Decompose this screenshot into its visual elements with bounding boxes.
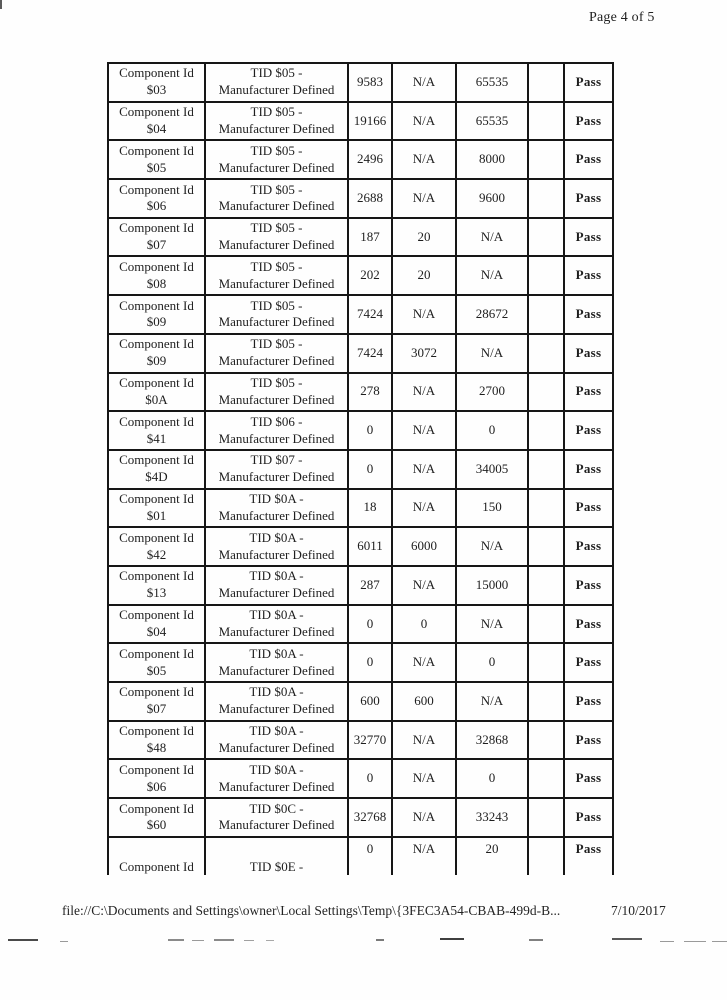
result-cell: Pass (564, 721, 613, 760)
value-a-cell: 0 (348, 605, 392, 644)
empty-cell (528, 373, 564, 412)
value-c-cell: 2700 (456, 373, 528, 412)
result-cell: Pass (564, 179, 613, 218)
table-row (108, 256, 613, 295)
result-cell: Pass (564, 334, 613, 373)
table-row (108, 218, 613, 257)
tid-cell (205, 63, 348, 102)
value-a-cell: 600 (348, 682, 392, 721)
tid-cell (205, 682, 348, 721)
tid-line1: TID $0A - (249, 568, 304, 584)
component-id-cell (108, 759, 205, 798)
scan-artifact (440, 938, 464, 940)
empty-cell (528, 179, 564, 218)
value-c-cell: 0 (456, 643, 528, 682)
component-id-cell (108, 721, 205, 760)
table-row (108, 489, 613, 528)
component-id-cell (108, 837, 205, 876)
table-row (108, 605, 613, 644)
scan-artifact (712, 941, 727, 942)
component-id-line2: $06 (146, 778, 167, 794)
value-b-cell: N/A (392, 63, 456, 102)
scan-artifact (266, 940, 274, 941)
empty-cell (528, 411, 564, 450)
value-c-cell: 9600 (456, 179, 528, 218)
empty-cell (528, 527, 564, 566)
empty-cell (528, 102, 564, 141)
component-id-cell (108, 373, 205, 412)
component-id-line2: $03 (146, 82, 167, 98)
component-id-line1: Component Id (119, 684, 194, 700)
value-b-cell: N/A (392, 566, 456, 605)
tid-line2: Manufacturer Defined (218, 469, 335, 485)
value-b-cell: N/A (392, 489, 456, 528)
value-b-cell: N/A (392, 140, 456, 179)
value-b-cell: N/A (392, 721, 456, 760)
component-id-line2: $48 (146, 740, 167, 756)
scan-artifact (214, 939, 234, 941)
tid-line2: Manufacturer Defined (218, 430, 335, 446)
component-id-line1: Component Id (119, 297, 194, 313)
result-cell: Pass (564, 411, 613, 450)
component-id-cell (108, 102, 205, 141)
component-id-cell (108, 566, 205, 605)
tid-cell (205, 218, 348, 257)
result-cell: Pass (564, 295, 613, 334)
tid-line1: TID $0A - (249, 761, 304, 777)
results-table-body (108, 63, 613, 875)
empty-cell (528, 63, 564, 102)
page-number: Page 4 of 5 (589, 10, 655, 25)
tid-cell (205, 605, 348, 644)
tid-line1: TID $05 - (250, 336, 303, 352)
scan-artifact (684, 941, 706, 942)
component-id-line1: Component Id (119, 452, 194, 468)
tid-cell (205, 759, 348, 798)
value-b-cell: N/A (392, 179, 456, 218)
component-id-line2: $05 (146, 662, 167, 678)
component-id-line2: $07 (146, 237, 167, 253)
tid-line2: Manufacturer Defined (218, 817, 335, 833)
value-a-cell: 0 (348, 759, 392, 798)
tid-line1: TID $0A - (249, 645, 304, 661)
print-date: 7/10/2017 (611, 903, 666, 918)
empty-cell (528, 489, 564, 528)
value-a-cell: 0 (348, 837, 392, 876)
tid-cell (205, 140, 348, 179)
empty-cell (528, 643, 564, 682)
table-row (108, 373, 613, 412)
value-a-cell: 7424 (348, 295, 392, 334)
component-id-line1: Component Id (119, 607, 194, 623)
table-row (108, 295, 613, 334)
value-b-cell: N/A (392, 798, 456, 837)
value-b-cell: 20 (392, 218, 456, 257)
component-id-line1: Component Id (119, 142, 194, 158)
value-c-cell: N/A (456, 682, 528, 721)
component-id-line2: $0A (145, 391, 168, 407)
component-id-line1: Component Id (119, 529, 194, 545)
component-id-cell (108, 643, 205, 682)
scan-artifact (168, 939, 184, 941)
tid-line1: TID $06 - (250, 413, 303, 429)
result-cell: Pass (564, 218, 613, 257)
component-id-cell (108, 140, 205, 179)
value-a-cell: 18 (348, 489, 392, 528)
result-cell: Pass (564, 140, 613, 179)
scan-artifact (660, 941, 674, 942)
component-id-cell (108, 527, 205, 566)
value-c-cell: 0 (456, 411, 528, 450)
value-b-cell: 20 (392, 256, 456, 295)
tid-cell (205, 643, 348, 682)
tid-line1: TID $05 - (250, 142, 303, 158)
empty-cell (528, 605, 564, 644)
component-id-line1: Component Id (119, 181, 194, 197)
empty-cell (528, 256, 564, 295)
value-b-cell: N/A (392, 759, 456, 798)
value-c-cell: 34005 (456, 450, 528, 489)
tid-line1: TID $0A - (249, 491, 304, 507)
value-b-cell: N/A (392, 450, 456, 489)
component-id-line2: $07 (146, 701, 167, 717)
result-cell: Pass (564, 450, 613, 489)
component-id-line2: $04 (146, 121, 167, 137)
value-c-cell: 8000 (456, 140, 528, 179)
empty-cell (528, 759, 564, 798)
value-c-cell: 28672 (456, 295, 528, 334)
empty-cell (528, 798, 564, 837)
table-row (108, 334, 613, 373)
value-a-cell: 32768 (348, 798, 392, 837)
empty-cell (528, 334, 564, 373)
component-id-cell (108, 179, 205, 218)
tid-line2: Manufacturer Defined (218, 159, 335, 175)
tid-line2: Manufacturer Defined (218, 585, 335, 601)
scan-artifact (612, 938, 642, 940)
value-c-cell: 0 (456, 759, 528, 798)
tid-line1: TID $0A - (249, 723, 304, 739)
tid-cell (205, 102, 348, 141)
tid-line1: TID $05 - (250, 104, 303, 120)
component-id-line2: $4D (145, 469, 168, 485)
empty-cell (528, 566, 564, 605)
tid-line2: Manufacturer Defined (218, 391, 335, 407)
tid-line2: Manufacturer Defined (218, 198, 335, 214)
table-row (108, 63, 613, 102)
value-a-cell: 278 (348, 373, 392, 412)
tid-cell (205, 527, 348, 566)
value-b-cell: 0 (392, 605, 456, 644)
component-id-cell (108, 256, 205, 295)
value-c-cell: N/A (456, 256, 528, 295)
tid-line2: Manufacturer Defined (218, 701, 335, 717)
value-a-cell: 2688 (348, 179, 392, 218)
component-id-line1: Component Id (119, 858, 194, 874)
component-id-line1: Component Id (119, 568, 194, 584)
tid-line2: Manufacturer Defined (218, 237, 335, 253)
value-c-cell: 150 (456, 489, 528, 528)
value-c-cell: N/A (456, 334, 528, 373)
value-a-cell: 0 (348, 450, 392, 489)
component-id-line2: $42 (146, 546, 167, 562)
component-id-line1: Component Id (119, 104, 194, 120)
test-results-table (107, 62, 614, 875)
empty-cell (528, 218, 564, 257)
value-a-cell: 32770 (348, 721, 392, 760)
tid-line2: Manufacturer Defined (218, 353, 335, 369)
tid-line1: TID $0C - (249, 800, 304, 816)
tid-line1: TID $0A - (249, 529, 304, 545)
component-id-cell (108, 63, 205, 102)
value-a-cell: 19166 (348, 102, 392, 141)
result-cell: Pass (564, 566, 613, 605)
value-a-cell: 2496 (348, 140, 392, 179)
tid-line1: TID $05 - (250, 220, 303, 236)
value-b-cell: 600 (392, 682, 456, 721)
tid-cell (205, 798, 348, 837)
result-cell: Pass (564, 605, 613, 644)
component-id-line1: Component Id (119, 491, 194, 507)
component-id-cell (108, 450, 205, 489)
tid-line1: TID $07 - (250, 452, 303, 468)
result-cell: Pass (564, 63, 613, 102)
empty-cell (528, 140, 564, 179)
value-b-cell: N/A (392, 373, 456, 412)
value-b-cell: N/A (392, 102, 456, 141)
empty-cell (528, 450, 564, 489)
component-id-line2: $41 (146, 430, 167, 446)
result-cell: Pass (564, 102, 613, 141)
component-id-line2: $06 (146, 198, 167, 214)
value-b-cell: N/A (392, 643, 456, 682)
tid-line1: TID $0E - (249, 858, 304, 874)
table-row (108, 450, 613, 489)
value-b-cell: N/A (392, 295, 456, 334)
tid-line2: Manufacturer Defined (218, 662, 335, 678)
value-a-cell: 0 (348, 411, 392, 450)
tid-line1: TID $05 - (250, 374, 303, 390)
result-cell: Pass (564, 682, 613, 721)
component-id-line2: $09 (146, 314, 167, 330)
scan-artifact (376, 939, 384, 941)
tid-line2: Manufacturer Defined (218, 314, 335, 330)
value-b-cell: 3072 (392, 334, 456, 373)
component-id-cell (108, 798, 205, 837)
component-id-line1: Component Id (119, 374, 194, 390)
tid-cell (205, 489, 348, 528)
component-id-cell (108, 411, 205, 450)
table-row (108, 566, 613, 605)
tid-line2: Manufacturer Defined (218, 275, 335, 291)
component-id-line2: $01 (146, 507, 167, 523)
component-id-line2: $09 (146, 353, 167, 369)
result-cell: Pass (564, 489, 613, 528)
value-b-cell: N/A (392, 837, 456, 876)
table-row (108, 411, 613, 450)
empty-cell (528, 295, 564, 334)
component-id-line1: Component Id (119, 258, 194, 274)
result-cell: Pass (564, 798, 613, 837)
empty-cell (528, 682, 564, 721)
tid-cell (205, 411, 348, 450)
value-c-cell: N/A (456, 605, 528, 644)
table-row (108, 102, 613, 141)
result-cell: Pass (564, 256, 613, 295)
result-cell: Pass (564, 373, 613, 412)
component-id-line1: Component Id (119, 336, 194, 352)
tid-line2: Manufacturer Defined (218, 546, 335, 562)
value-a-cell: 0 (348, 643, 392, 682)
scan-artifact (60, 941, 68, 942)
tid-line1: TID $05 - (250, 258, 303, 274)
result-cell: Pass (564, 643, 613, 682)
tid-cell (205, 721, 348, 760)
value-c-cell: 20 (456, 837, 528, 876)
component-id-line2: $13 (146, 585, 167, 601)
empty-cell (528, 837, 564, 876)
table-row (108, 798, 613, 837)
component-id-line2: $60 (146, 817, 167, 833)
component-id-line1: Component Id (119, 413, 194, 429)
value-c-cell: 32868 (456, 721, 528, 760)
table-row (108, 721, 613, 760)
component-id-cell (108, 295, 205, 334)
component-id-line1: Component Id (119, 800, 194, 816)
component-id-cell (108, 682, 205, 721)
value-c-cell: N/A (456, 527, 528, 566)
empty-cell (528, 721, 564, 760)
table-row (108, 643, 613, 682)
table-row (108, 682, 613, 721)
component-id-line2: $08 (146, 275, 167, 291)
table-row (108, 837, 613, 876)
value-a-cell: 7424 (348, 334, 392, 373)
tid-cell (205, 295, 348, 334)
tid-cell (205, 566, 348, 605)
component-id-cell (108, 218, 205, 257)
result-cell: Pass (564, 759, 613, 798)
component-id-line1: Component Id (119, 761, 194, 777)
value-a-cell: 202 (348, 256, 392, 295)
component-id-line1: Component Id (119, 220, 194, 236)
component-id-line1: Component Id (119, 645, 194, 661)
tid-line2: Manufacturer Defined (218, 623, 335, 639)
component-id-line2: $04 (146, 623, 167, 639)
tid-cell (205, 334, 348, 373)
tid-line1: TID $05 - (250, 297, 303, 313)
value-c-cell: 15000 (456, 566, 528, 605)
tid-line1: TID $0A - (249, 607, 304, 623)
scan-artifact (244, 940, 254, 941)
tid-cell (205, 450, 348, 489)
value-c-cell: N/A (456, 218, 528, 257)
component-id-line1: Component Id (119, 723, 194, 739)
result-cell: Pass (564, 527, 613, 566)
tid-line2: Manufacturer Defined (218, 740, 335, 756)
component-id-cell (108, 605, 205, 644)
component-id-line1: Component Id (119, 65, 194, 81)
tid-cell (205, 837, 348, 876)
tid-line1: TID $05 - (250, 65, 303, 81)
value-a-cell: 6011 (348, 527, 392, 566)
tid-line1: TID $05 - (250, 181, 303, 197)
value-b-cell: 6000 (392, 527, 456, 566)
scan-artifact (0, 0, 2, 9)
tid-line1: TID $0A - (249, 684, 304, 700)
scan-artifact (8, 939, 38, 941)
table-row (108, 179, 613, 218)
tid-cell (205, 179, 348, 218)
result-cell: Pass (564, 837, 613, 876)
value-a-cell: 287 (348, 566, 392, 605)
tid-line2: Manufacturer Defined (218, 121, 335, 137)
tid-cell (205, 373, 348, 412)
tid-cell (205, 256, 348, 295)
component-id-cell (108, 489, 205, 528)
value-c-cell: 33243 (456, 798, 528, 837)
value-a-cell: 187 (348, 218, 392, 257)
table-row (108, 140, 613, 179)
value-c-cell: 65535 (456, 102, 528, 141)
table-row (108, 527, 613, 566)
tid-line2: Manufacturer Defined (218, 778, 335, 794)
tid-line2: Manufacturer Defined (218, 507, 335, 523)
value-a-cell: 9583 (348, 63, 392, 102)
file-path: file://C:\Documents and Settings\owner\Local Settings\Temp\{3FEC3A54-CBAB-499d-B... (62, 903, 561, 918)
component-id-line2: $05 (146, 159, 167, 175)
scan-artifact (192, 940, 204, 941)
tid-line2: Manufacturer Defined (218, 82, 335, 98)
value-b-cell: N/A (392, 411, 456, 450)
table-row (108, 759, 613, 798)
value-c-cell: 65535 (456, 63, 528, 102)
scan-artifact (529, 939, 543, 941)
component-id-cell (108, 334, 205, 373)
